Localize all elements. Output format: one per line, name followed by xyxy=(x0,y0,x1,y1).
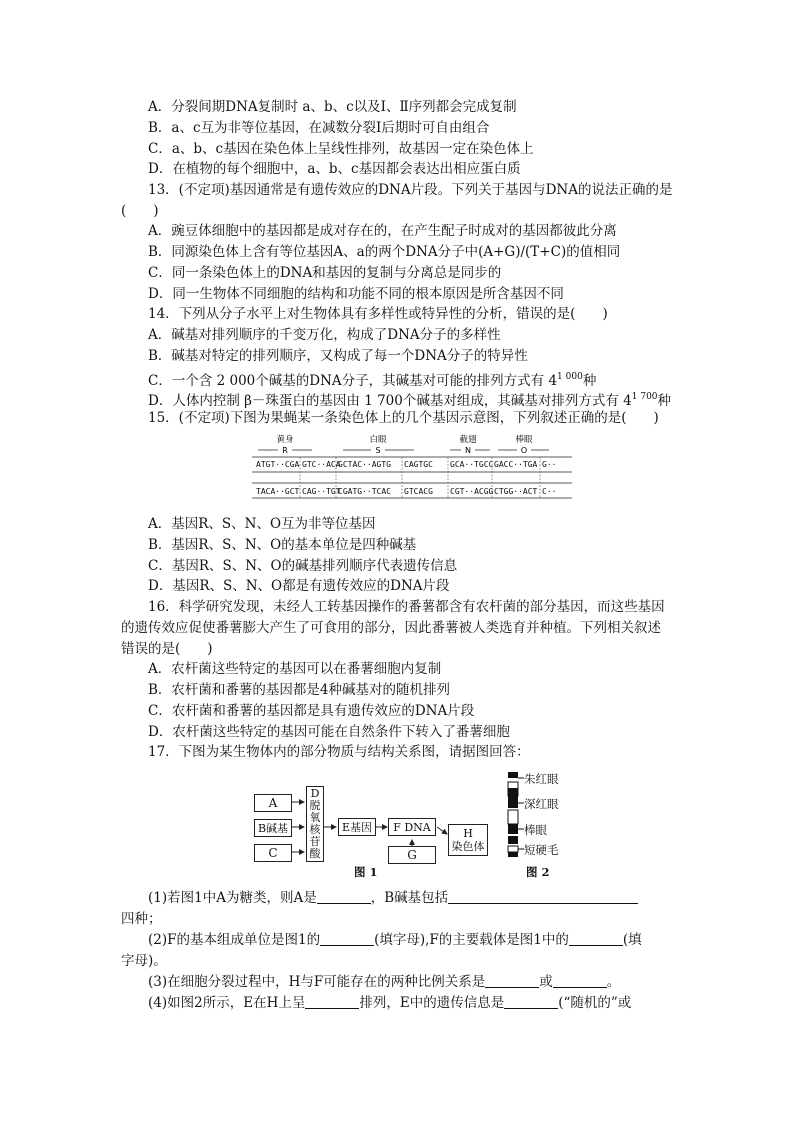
top-strand-seg-5: GACC··TGA xyxy=(494,460,538,469)
q16-option-a: A．农杆菌这些特定的基因可以在番薯细胞内复制 xyxy=(148,661,442,677)
q17-sub2-blank-b[interactable] xyxy=(569,931,623,946)
q17-sub2-blank-a[interactable] xyxy=(320,931,374,946)
bottom-strand-seg-2: CGATG··TCAC xyxy=(338,487,391,496)
fig1-box-b: B碱基 xyxy=(254,819,292,837)
bottom-strand-seg-6: C·· xyxy=(542,487,557,496)
q12-option-d: D．在植物的每个细胞中，a、b、c基因都会表达出相应蛋白质 xyxy=(148,161,521,177)
q17-sub3-text-a: (3)在细胞分裂过程中，H与F可能存在的两种比例关系是 xyxy=(148,974,486,990)
q16-stem-line-1: 16．科学研究发现，未经人工转基因操作的番薯都含有农杆菌的部分基因，而这些基因 xyxy=(148,599,665,615)
q17-sub3-blank-a[interactable] xyxy=(485,973,539,988)
q17-sub1-text-b: ，B碱基包括 xyxy=(370,890,449,906)
gene-letter-0: R xyxy=(282,446,288,455)
gene-letter-2: N xyxy=(465,446,471,455)
q15-option-a: A．基因R、S、N、O互为非等位基因 xyxy=(148,516,376,532)
q17-sub3-text-c: 。 xyxy=(606,974,621,990)
q13-option-a: A．豌豆体细胞中的基因都是成对存在的，在产生配子时成对的基因都彼此分离 xyxy=(148,223,617,239)
q16-option-b: B．农杆菌和番薯的基因都是4种碱基对的随机排列 xyxy=(148,682,451,698)
fig2-chromosome xyxy=(504,770,524,858)
fig2-label-3: 短硬毛 xyxy=(524,843,559,857)
q15-option-c: C．基因R、S、N、O的碱基排列顺序代表遗传信息 xyxy=(148,558,458,574)
gene-letter-1: S xyxy=(375,446,381,455)
fig1-box-g: G xyxy=(388,846,436,864)
q17-sub2-text-a: (2)F的基本组成单位是图1的 xyxy=(148,932,321,948)
bottom-strand-seg-1: CAG··TGT xyxy=(302,487,341,496)
gene-name-3: 棒眼 xyxy=(515,435,533,445)
gene-chromosome-svg xyxy=(252,432,572,504)
q14-option-d-exponent: 1 700 xyxy=(631,392,658,402)
q17-stem: 17．下图为某生物体内的部分物质与结构关系图，请据图回答： xyxy=(148,744,530,760)
fig1-box-f: F DNA xyxy=(388,818,436,836)
q17-sub1-blank-a[interactable] xyxy=(317,889,371,904)
top-strand-seg-4: GCA··TGCC xyxy=(450,460,494,469)
gene-name-2: 截翅 xyxy=(459,435,477,445)
figure-2-caption: 图 2 xyxy=(526,865,550,879)
fig2-label-1: 深红眼 xyxy=(524,797,559,811)
q14-option-c-unit: 种 xyxy=(582,373,597,389)
q17-sub2-line2: 字母)。 xyxy=(121,953,167,969)
bottom-strand-seg-4: CGT··ACGG xyxy=(450,487,494,496)
q13-stem-bracket: ( ) xyxy=(121,203,159,219)
q17-sub4-blank-a[interactable] xyxy=(305,994,359,1009)
q14-option-d xyxy=(148,388,671,410)
top-strand-seg-3: CAGTGC xyxy=(404,460,433,469)
q14-option-b: B．碱基对特定的排列顺序，又构成了每一个DNA分子的特异性 xyxy=(148,348,528,364)
gene-chromosome-figure xyxy=(252,432,572,504)
top-strand-seg-0: ATGT··CGA xyxy=(256,460,300,469)
bottom-strand-seg-5: CTGG··ACT xyxy=(494,487,538,496)
top-strand-seg-1: GTC··ACA xyxy=(302,460,341,469)
q16-option-d: D．农杆菌这些特定的基因可能在自然条件下转入了番薯细胞 xyxy=(148,724,510,740)
q14-option-c-exponent: 1 000 xyxy=(557,372,583,382)
bottom-strand-seg-3: GTCACG xyxy=(404,487,433,496)
q17-sub1-line2: 四种； xyxy=(121,911,162,927)
top-strand-seg-6: G·· xyxy=(542,460,557,469)
q12-option-b: B．a、c互为非等位基因，在减数分裂Ⅰ后期时可自由组合 xyxy=(148,120,490,136)
q17-sub1-blank-b[interactable] xyxy=(448,889,638,904)
q17-sub3-blank-b[interactable] xyxy=(553,973,607,988)
q12-option-c: C．a、b、c基因在染色体上呈线性排列，故基因一定在染色体上 xyxy=(148,141,534,157)
top-strand-seg-2: GCTAC··AGTG xyxy=(338,460,391,469)
q13-option-b: B．同源染色体上含有等位基因A、a的两个DNA分子中(A+G)/(T+C)的值相同 xyxy=(148,244,621,260)
q17-sub2 xyxy=(148,931,642,949)
figure-2 xyxy=(504,770,594,878)
q14-option-d-unit: 种 xyxy=(657,393,672,409)
q17-sub4-text-a: (4)如图2所示，E在H上呈 xyxy=(148,995,306,1011)
q17-sub4 xyxy=(148,994,631,1012)
q12-option-a: A．分裂间期DNA复制时 a、b、c以及Ⅰ、Ⅱ序列都会完成复制 xyxy=(148,99,517,115)
q13-option-d: D．同一生物体不同细胞的结构和功能不同的根本原因是所含基因不同 xyxy=(148,286,564,302)
q16-option-c: C．农杆菌和番薯的基因都是具有遗传效应的DNA片段 xyxy=(148,703,475,719)
fig1-box-d: D 脱 氧 核 苷 酸 xyxy=(306,786,324,862)
q14-stem: 14．下列从分子水平上对生物体具有多样性或特异性的分析，错误的是( ) xyxy=(148,306,608,322)
q14-option-c xyxy=(148,368,596,390)
fig2-label-2: 棒眼 xyxy=(524,823,547,837)
q14-option-a: A．碱基对排列顺序的千变万化，构成了DNA分子的多样性 xyxy=(148,327,501,343)
fig2-label-0: 朱红眼 xyxy=(524,772,559,786)
q17-sub1 xyxy=(148,889,638,907)
fig1-box-a: A xyxy=(254,794,292,812)
q14-option-d-text: D．人体内控制 β－珠蛋白的基因由 1 700个碱基对组成，其碱基对排列方式有 4 xyxy=(148,393,632,409)
gene-letter-3: O xyxy=(520,446,528,455)
fig1-box-e: E基因 xyxy=(338,818,376,836)
q16-stem-line-2: 的遗传效应促使番薯膨大产生了可食用的部分，因此番薯被人类选育并种植。下列相关叙述 xyxy=(121,620,661,636)
gene-name-1: 白眼 xyxy=(369,435,387,445)
q15-option-d: D．基因R、S、N、O都是有遗传效应的DNA片段 xyxy=(148,578,450,594)
figure-1-caption: 图 1 xyxy=(354,865,378,879)
q17-sub3-text-b: 或 xyxy=(539,974,553,990)
gene-name-0: 黄身 xyxy=(276,435,294,445)
q17-sub4-blank-b[interactable] xyxy=(504,994,558,1009)
q17-sub4-text-b: 排列，E中的遗传信息是 xyxy=(359,995,505,1011)
q16-stem-line-3: 错误的是( ) xyxy=(121,641,213,657)
q15-stem: 15．(不定项)下图为果蝇某一条染色体上的几个基因示意图，下列叙述正确的是( ) xyxy=(148,410,659,426)
fig1-box-h: H 染色体 xyxy=(448,824,488,856)
q13-option-c: C．同一条染色体上的DNA和基因的复制与分离总是同步的 xyxy=(148,265,502,281)
bottom-strand-seg-0: TACA··GCT xyxy=(256,487,300,496)
fig1-box-c: C xyxy=(254,844,292,862)
q17-sub2-text-c: (填 xyxy=(622,932,642,948)
q17-sub4-text-c: (“随机的”或 xyxy=(558,995,632,1011)
q13-stem: 13．(不定项)基因通常是有遗传效应的DNA片段。下列关于基因与DNA的说法正确的是 xyxy=(148,182,673,198)
q14-option-c-text: C．一个含 2 000个碱基的DNA分子，其碱基对可能的排列方式有 4 xyxy=(148,373,558,389)
q15-option-b: B．基因R、S、N、O的基本单位是四种碱基 xyxy=(148,537,417,553)
q17-sub2-text-b: (填字母),F的主要载体是图1中的 xyxy=(374,932,569,948)
q17-sub1-text-a: (1)若图1中A为糖类，则A是 xyxy=(148,890,317,906)
figure-1 xyxy=(252,784,492,879)
q17-sub3 xyxy=(148,973,620,991)
